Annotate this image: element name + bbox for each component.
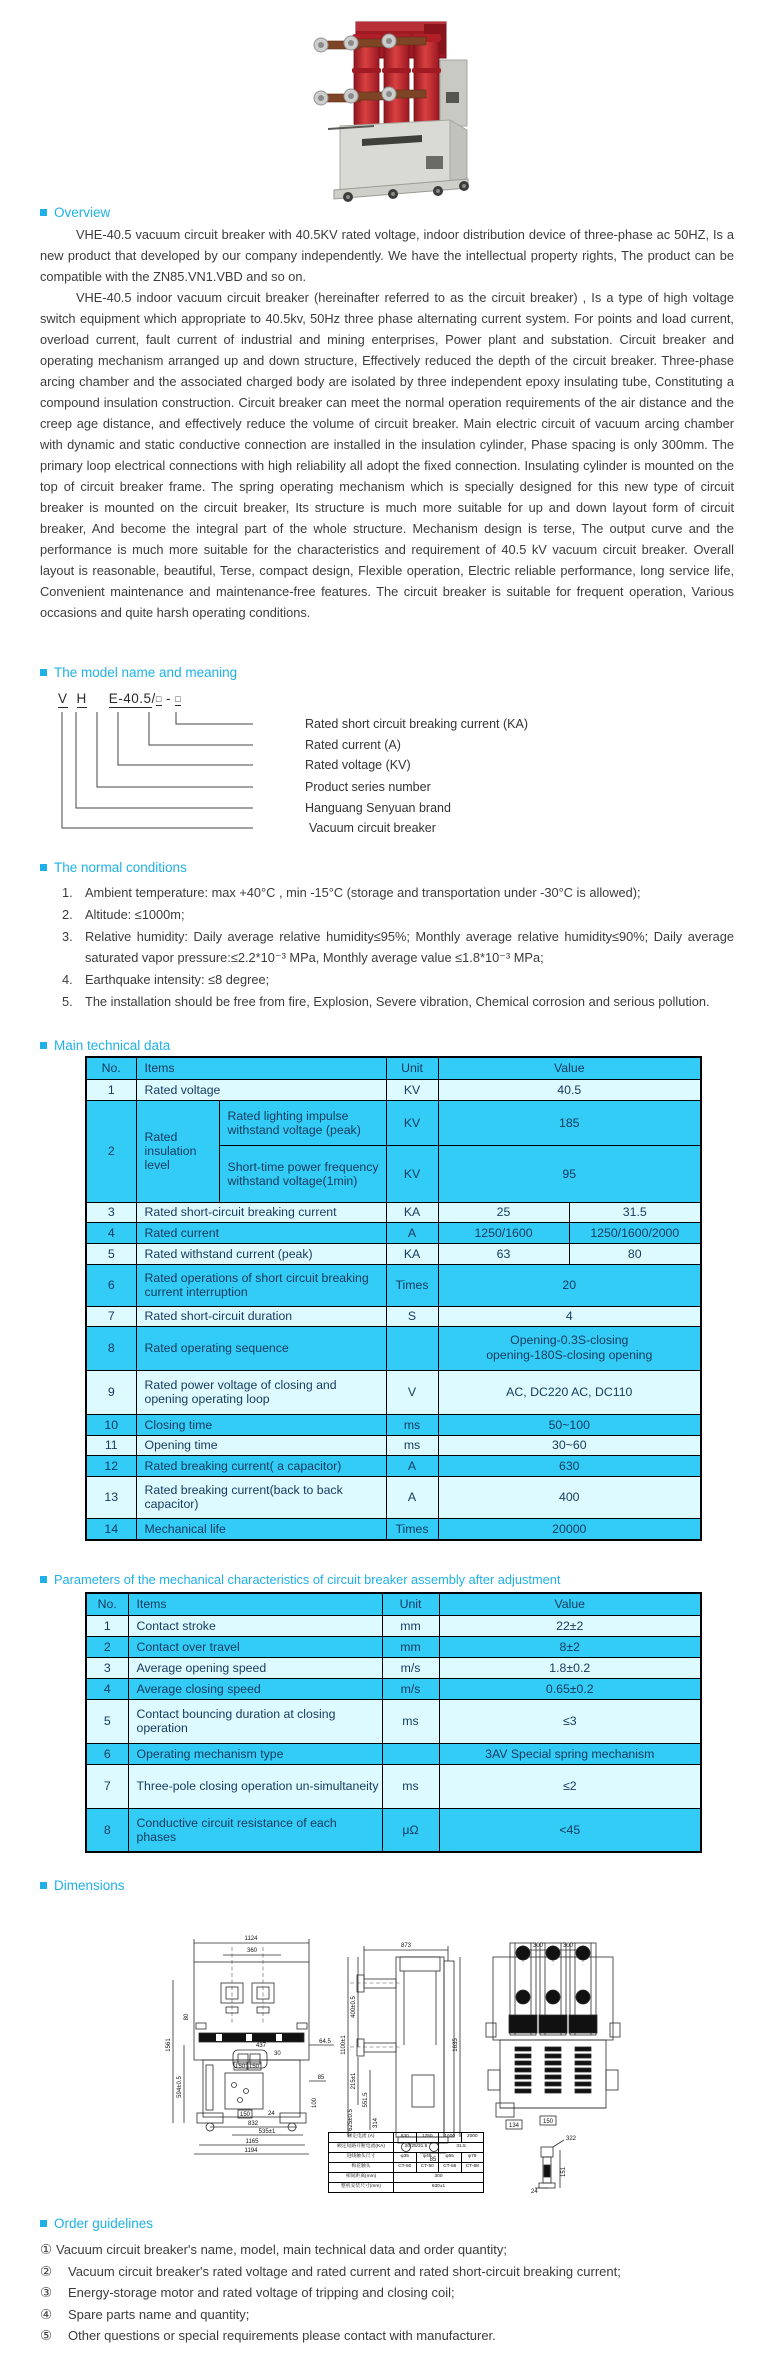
section-bullet-icon (40, 1882, 47, 1889)
section-bullet-icon (40, 2220, 47, 2227)
cell-item: Mechanical life (136, 1518, 386, 1540)
col-header: Value (439, 1593, 701, 1615)
model-code-part: / (151, 691, 156, 706)
dim-label: 1561 (166, 2038, 172, 2052)
cell-unit: Times (386, 1518, 438, 1540)
mini-cell: CT-50 (394, 2163, 417, 2173)
cell-no: 5 (86, 1243, 136, 1264)
cell-no: 6 (86, 1264, 136, 1306)
col-header: Items (128, 1593, 382, 1615)
model-code-box: □ (175, 694, 182, 704)
table-row (86, 1518, 701, 1540)
conditions-list (0, 882, 734, 1013)
cell-unit: KV (386, 1100, 438, 1145)
table-row (86, 1264, 701, 1306)
cell-unit: Times (386, 1264, 438, 1306)
mini-cell: 20/25/31.5 (394, 2143, 439, 2153)
cell-unit: ms (386, 1414, 438, 1435)
table-row (86, 1808, 701, 1852)
condition-number: 3. (62, 928, 73, 944)
cell-value: 8±2 (439, 1636, 701, 1657)
table-header-row (86, 1593, 701, 1615)
condition-text: The installation should be free from fire, Explosion, Severe vibration, Chemical corrosion and serious pollution. (85, 993, 710, 1009)
mini-label: 进线触头尺寸 (329, 2153, 394, 2163)
dim-label: 150 (234, 2064, 246, 2070)
section-bullet-icon (40, 669, 47, 676)
cell-item: Opening time (136, 1435, 386, 1455)
dim-label: 314 (373, 2117, 379, 2129)
cell-subitem: Rated lighting impulse withstand voltage (peak) (219, 1100, 386, 1145)
cell-value: 185 (438, 1100, 701, 1145)
cell-unit: μΩ (382, 1808, 439, 1852)
cell-value: 80 (569, 1243, 701, 1264)
product-photo (278, 8, 503, 203)
cell-unit (386, 1326, 438, 1370)
dim-label: 551.5 (363, 2092, 369, 2108)
table-row (86, 1435, 701, 1455)
mini-label: 额定电流 (A) (329, 2133, 394, 2143)
cell-item: Rated current (136, 1222, 386, 1243)
cell-unit: ms (382, 1764, 439, 1808)
mini-row (329, 2133, 484, 2143)
condition-item (0, 991, 734, 1013)
cell-value: AC, DC220 AC, DC110 (438, 1370, 701, 1414)
vent-strip (545, 2047, 561, 2093)
model-label: Rated short circuit breaking current (KA) (305, 717, 529, 731)
mini-cell: 1600 (439, 2133, 462, 2143)
cell-no: 10 (86, 1414, 136, 1435)
cell-no: 12 (86, 1455, 136, 1476)
section-title-text: Parameters of the mechanical characteristics of circuit breaker assembly after adjustment (54, 1572, 561, 1587)
detail-drawing (531, 2136, 577, 2195)
table-row (86, 1306, 701, 1326)
dim-label: 437 (256, 2043, 267, 2049)
cell-unit: A (386, 1222, 438, 1243)
cell-value: 1.8±0.2 (439, 1657, 701, 1678)
cell-no: 7 (86, 1764, 128, 1808)
model-label: Vacuum circuit breaker (309, 821, 436, 835)
cell-no: 2 (86, 1100, 136, 1202)
dim-label: 625±0.5 (348, 2109, 354, 2131)
mini-cell: CT-68 (461, 2163, 484, 2173)
cell-value: 40.5 (438, 1079, 701, 1100)
mini-cell: φ55 (439, 2153, 462, 2163)
dim-label: 1100±1 (341, 2035, 347, 2055)
mini-cell: 630±1 (394, 2183, 484, 2193)
dim-label: 322 (566, 2136, 577, 2142)
dim-label: 535±1 (258, 2129, 276, 2135)
cell-item: Rated breaking current( a capacitor) (136, 1455, 386, 1476)
cell-subitem: Short-time power frequency withstand voltage(1min) (219, 1145, 386, 1202)
cell-unit: m/s (382, 1678, 439, 1699)
order-text: Energy-storage motor and rated voltage of tripping and closing coil; (68, 2285, 455, 2300)
drawing-spec-mini-table (328, 2132, 484, 2193)
mini-cell: 31.5 (439, 2143, 484, 2153)
dim-label: 30 (274, 2051, 281, 2057)
cell-no: 1 (86, 1079, 136, 1100)
cell-unit (382, 1743, 439, 1764)
cell-value: 25 (438, 1202, 569, 1222)
section-title-text: Order guidelines (54, 2216, 154, 2231)
model-code-part: - (166, 691, 172, 706)
dim-label: 64.5 (319, 2039, 331, 2045)
main-technical-data-table (85, 1056, 702, 1541)
cell-item: Average closing speed (128, 1678, 382, 1699)
dim-label: 300 (562, 1943, 574, 1949)
cell-no: 11 (86, 1435, 136, 1455)
cell-no: 3 (86, 1202, 136, 1222)
dim-label: 360 (246, 1948, 258, 1954)
condition-text: Ambient temperature: max +40°C , min -15°C (storage and transportation under -30°C is allowed); (85, 885, 641, 900)
table-row (86, 1370, 701, 1414)
cell-value: 22±2 (439, 1615, 701, 1636)
condition-number: 4. (62, 972, 73, 988)
order-text: Vacuum circuit breaker's rated voltage and rated current and rated short-circuit breaking current; (68, 2263, 621, 2279)
table-row (86, 1079, 701, 1100)
cell-unit: S (386, 1306, 438, 1326)
cell-value: ≤2 (439, 1764, 701, 1808)
table-row (86, 1243, 701, 1264)
table-row (86, 1326, 701, 1370)
cell-item: Contact stroke (128, 1615, 382, 1636)
conditions-section-title (40, 860, 187, 875)
order-number: ① (40, 2242, 53, 2257)
mini-row (329, 2183, 484, 2193)
model-code-part: V (58, 691, 68, 706)
order-text: Other questions or special requirements please contact with manufacturer. (68, 2328, 496, 2343)
order-text: Spare parts name and quantity; (68, 2306, 250, 2322)
cell-item: Three-pole closing operation un-simultaneity (128, 1764, 382, 1808)
cell-no: 14 (86, 1518, 136, 1540)
model-label: Hanguang Senyuan brand (305, 801, 451, 815)
cell-no: 13 (86, 1476, 136, 1518)
cell-unit: KA (386, 1202, 438, 1222)
dim-label: 873 (400, 1943, 412, 1949)
rear-view-drawing (486, 1943, 620, 2129)
mini-cell: CT-50 (416, 2163, 439, 2173)
cell-item: Rated withstand current (peak) (136, 1243, 386, 1264)
mini-label: 梅花触头 (329, 2163, 394, 2173)
cell-value: 50~100 (438, 1414, 701, 1435)
section-title-text: Main technical data (54, 1038, 171, 1053)
side-view-drawing (341, 1943, 460, 2163)
model-code-part: H (76, 691, 87, 706)
table-row (86, 1222, 701, 1243)
col-header: Unit (382, 1593, 439, 1615)
cell-no: 4 (86, 1222, 136, 1243)
section-title-text: The normal conditions (54, 860, 187, 875)
cell-value: 630 (438, 1455, 701, 1476)
cell-unit: V (386, 1370, 438, 1414)
cell-item: Operating mechanism type (128, 1743, 382, 1764)
cell-value: 95 (438, 1145, 701, 1202)
model-code-box: □ (155, 694, 162, 704)
cell-value: ≤3 (439, 1699, 701, 1743)
cell-unit: mm (382, 1615, 439, 1636)
dim-label: 1165 (245, 2139, 259, 2145)
cell-item: Rated short-circuit duration (136, 1306, 386, 1326)
order-text: Vacuum circuit breaker's name, model, main technical data and order quantity; (56, 2242, 507, 2257)
mini-cell: 300 (394, 2173, 484, 2183)
dim-label: 594±0.5 (177, 2076, 183, 2098)
dim-label: 150 (248, 2064, 260, 2070)
dimensions-section-title (40, 1878, 125, 1893)
mechanical-section-title (40, 1572, 560, 1587)
cell-item: Closing time (136, 1414, 386, 1435)
vent-strip (515, 2047, 531, 2093)
table-header-row (86, 1057, 701, 1079)
mini-cell: CT-56 (439, 2163, 462, 2173)
col-header: No. (86, 1593, 128, 1615)
cell-unit: KA (386, 1243, 438, 1264)
dim-label: 151 (561, 2166, 567, 2178)
cell-item: Rated power voltage of closing and opening operating loop (136, 1370, 386, 1414)
dim-label: 24 (268, 2111, 275, 2117)
front-view-drawing (166, 1936, 334, 2154)
cell-no: 1 (86, 1615, 128, 1636)
cell-unit: KV (386, 1145, 438, 1202)
section-title-text: The model name and meaning (54, 665, 238, 680)
overview-paragraph-2: VHE-40.5 indoor vacuum circuit breaker (hereinafter referred to as the circuit breaker) , Is a type of high voltage switch equipment which appropriate to 40.5kv, 50Hz three phase alternating current system. For points and load current, overload current, fault current of industrial and mining enterprises, Power plant and substation. Circuit breaker and operating mechanism arranged up and down structure, Effectively reduced the depth of the circuit breaker. Three-phase arcing chamber and the associated charged body are isolated by three independent epoxy insulating tube, Constituting a compound insulation construction. Circuit breaker can meet the normal operation requirements of the air distance and the creep age distance, and effectively reduce the volume of circuit breaker. Main electric circuit of vacuum arcing chamber with dynamic and static conductive connection are installed in the insulation cylinder, Phase spacing is only 300mm. The primary loop electrical connections with high reliability all adopt the fixed connection. Insulating cylinder is mounted on the top of circuit breaker frame. The spring operating mechanism which is specially designed for this new type of circuit breaker is mounted on the circuit breaker, Its structure is much more suitable for up and down layout form of circuit breaker, And become the integral part of the whole structure. Mechanism design is terse, The output curve and the performance is much more suitable for the characteristics and requirement of 40.5 kV vacuum circuit breaker. Overall layout is reasonable, beautiful, Terse, compact design, Flexible operation, Electric reliable performance, long service life, Convenient maintenance and maintenance-free features. The circuit breaker is suitable for frequent operation, Various occasions and quite harsh operating conditions. (40, 290, 734, 620)
order-item (0, 2282, 745, 2304)
mini-cell: φ35 (394, 2153, 417, 2163)
cell-no: 4 (86, 1678, 128, 1699)
table-row (86, 1699, 701, 1743)
col-header: Unit (386, 1057, 438, 1079)
value-line: Opening-0.3S-closing (510, 1333, 629, 1347)
cell-item: Rated voltage (136, 1079, 386, 1100)
cell-value: 20000 (438, 1518, 701, 1540)
order-item (0, 2304, 745, 2326)
cell-value: 20 (438, 1264, 701, 1306)
cell-no: 7 (86, 1306, 136, 1326)
condition-text: Earthquake intensity: ≤8 degree; (85, 972, 270, 988)
model-label: Product series number (305, 780, 431, 794)
value-line: opening-180S-closing opening (486, 1348, 653, 1362)
cell-unit: m/s (382, 1657, 439, 1678)
order-item (0, 2261, 745, 2283)
section-bullet-icon (40, 864, 47, 871)
mini-label: 整机安装尺寸(mm) (329, 2183, 394, 2193)
condition-item (0, 882, 734, 904)
cell-unit: ms (386, 1435, 438, 1455)
cell-value: <45 (439, 1808, 701, 1852)
table-row (86, 1615, 701, 1636)
mini-cell: 1250 (416, 2133, 439, 2143)
condition-item (0, 926, 734, 970)
cell-value: 31.5 (569, 1202, 701, 1222)
order-number: ⑤ (40, 2328, 53, 2343)
mini-cell: φ79 (461, 2153, 484, 2163)
dim-label: 300 (532, 1943, 544, 1949)
cell-value: 1250/1600 (438, 1222, 569, 1243)
condition-number: 5. (62, 993, 73, 1009)
overview-section-title (40, 205, 110, 220)
dim-label: 24 (531, 2189, 538, 2195)
table-row (86, 1657, 701, 1678)
cell-value: 30~60 (438, 1435, 701, 1455)
cell-value: 3AV Special spring mechanism (439, 1743, 701, 1764)
mini-label: 相间距离(mm) (329, 2173, 394, 2183)
order-item (0, 2325, 745, 2347)
cell-unit: ms (382, 1699, 439, 1743)
cell-no: 8 (86, 1326, 136, 1370)
cell-item: Average opening speed (128, 1657, 382, 1678)
condition-number: 1. (62, 885, 73, 900)
order-number: ② (40, 2263, 53, 2279)
order-number: ③ (40, 2285, 53, 2300)
condition-number: 2. (62, 906, 73, 922)
cell-item: Conductive circuit resistance of each phases (128, 1808, 382, 1852)
table-row (86, 1202, 701, 1222)
section-bullet-icon (40, 209, 47, 216)
vent-strip (575, 2047, 591, 2093)
cell-unit: A (386, 1476, 438, 1518)
mini-cell: 630 (394, 2133, 417, 2143)
model-label: Rated voltage (KV) (305, 758, 411, 772)
cell-no: 6 (86, 1743, 128, 1764)
cell-no: 9 (86, 1370, 136, 1414)
order-item (0, 2239, 745, 2261)
mini-row (329, 2153, 484, 2163)
mini-cell: 2000 (461, 2133, 484, 2143)
mini-row (329, 2143, 484, 2153)
cell-unit: KV (386, 1079, 438, 1100)
condition-text: Altitude: ≤1000m; (85, 906, 185, 922)
dim-label: 85 (429, 2157, 437, 2163)
mini-cell: φ49 (416, 2153, 439, 2163)
order-number: ④ (40, 2306, 53, 2322)
condition-text: Relative humidity: Daily average relative humidity≤95%; Monthly average relative humidity≤90%; Daily average saturated vapor pressure:≤2.2*10⁻³ MPa, Monthly average value ≤1.8*10⁻³ MPa; (85, 928, 734, 966)
cell-item: Rated breaking current(back to back capacitor) (136, 1476, 386, 1518)
table-row (86, 1764, 701, 1808)
table-row (86, 1455, 701, 1476)
table-row (86, 1476, 701, 1518)
cell-no: 2 (86, 1636, 128, 1657)
dim-label: 215±1 (351, 2072, 357, 2090)
cell-value: 63 (438, 1243, 569, 1264)
dim-label: 832 (247, 2121, 259, 2127)
order-section-title (40, 2216, 153, 2231)
table-row (86, 1678, 701, 1699)
col-header: Items (136, 1057, 386, 1079)
model-meaning-diagram (0, 685, 770, 865)
dim-label: 400±0.5 (351, 1996, 357, 2018)
table-row (86, 1414, 701, 1435)
mini-label: 额定短路开断电流(KA) (329, 2143, 394, 2153)
table-row (86, 1100, 701, 1145)
section-title-text: Dimensions (54, 1878, 125, 1893)
cell-unit: A (386, 1455, 438, 1476)
circuit-breaker-image (278, 8, 503, 203)
dim-label: 100 (312, 2097, 318, 2109)
technical-section-title (40, 1038, 170, 1053)
cell-value: 1250/1600/2000 (569, 1222, 701, 1243)
model-section-title (40, 665, 237, 680)
dim-label: 85 (317, 2075, 325, 2081)
cell-unit: mm (382, 1636, 439, 1657)
dim-label: 1124 (244, 1936, 258, 1942)
table-row (86, 1743, 701, 1764)
dim-label: 1194 (244, 2148, 258, 2154)
mini-row (329, 2173, 484, 2183)
section-bullet-icon (40, 1576, 47, 1583)
model-label: Rated current (A) (305, 738, 401, 752)
mini-row (329, 2163, 484, 2173)
cell-item: Contact bouncing duration at closing operation (128, 1699, 382, 1743)
cell-no: 8 (86, 1808, 128, 1852)
cell-value: 0.65±0.2 (439, 1678, 701, 1699)
cell-item: Rated operations of short circuit breaking current interruption (136, 1264, 386, 1306)
mechanical-parameters-table (85, 1592, 702, 1853)
overview-paragraph-1: VHE-40.5 vacuum circuit breaker with 40.5KV rated voltage, indoor distribution device of three-phase ac 50HZ, Is a new product that developed by our company independently. We have the intellectual property rights, The product can be compatible with the ZN85.VN1.VBD and so on. (40, 227, 734, 284)
cell-no: 3 (86, 1657, 128, 1678)
dim-label: 1635 (453, 2038, 459, 2052)
order-guidelines-list (0, 2239, 745, 2347)
dim-label: 134 (508, 2123, 520, 2129)
condition-item (0, 904, 734, 926)
col-header: Value (438, 1057, 701, 1079)
condition-item (0, 969, 734, 991)
dim-label: 150 (542, 2119, 554, 2125)
cell-item: Rated operating sequence (136, 1326, 386, 1370)
cell-value: 4 (438, 1306, 701, 1326)
dim-label: 150 (239, 2112, 251, 2118)
model-code-part: E-40.5 (108, 691, 152, 706)
cell-value: 400 (438, 1476, 701, 1518)
col-header: No. (86, 1057, 136, 1079)
section-bullet-icon (40, 1042, 47, 1049)
dim-label: 80 (184, 2013, 190, 2021)
cell-no: 5 (86, 1699, 128, 1743)
cell-item: Contact over travel (128, 1636, 382, 1657)
table-row (86, 1636, 701, 1657)
section-title-text: Overview (54, 205, 111, 220)
cell-value (438, 1326, 701, 1370)
cell-item: Rated short-circuit breaking current (136, 1202, 386, 1222)
cell-item: Rated insulation level (136, 1100, 219, 1202)
